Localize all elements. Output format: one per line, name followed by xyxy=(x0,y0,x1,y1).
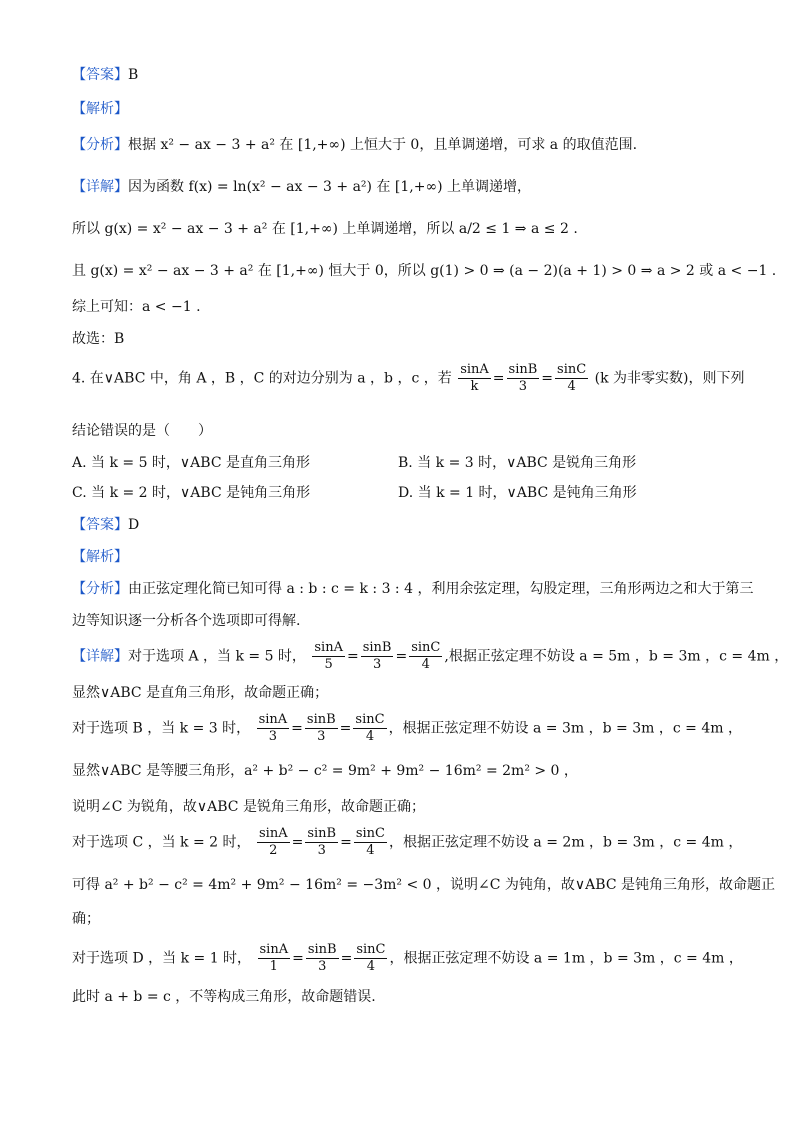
detail-text: ,根据正弦定理不妨设 a = 5m ，b = 3m ，c = 4m ， xyxy=(444,648,789,665)
question-4-stem-end: 结论错误的是（ ） xyxy=(72,423,212,439)
option-d: D. 当 k = 1 时，∨ABC 是钝角三角形 xyxy=(398,485,637,501)
frac-num: sinC xyxy=(411,640,441,655)
frac-num: sinB xyxy=(362,640,392,655)
answer-value: B xyxy=(128,67,139,83)
frac-num: sinA xyxy=(460,362,489,377)
fenxi-line-2: 边等知识逐一分析各个选项即可得解. xyxy=(72,613,301,629)
frac-num: sinC xyxy=(355,826,385,841)
frac-num: sinB xyxy=(306,712,336,727)
answer-line-q4 xyxy=(72,516,139,534)
frac-num: sinC xyxy=(355,712,385,727)
detail-line-3: 且 g(x) = x² − ax − 3 + a² 在 [1,+∞) 恒大于 0，所以 g(1) > 0 ⇒ (a − 2)(a + 1) > 0 ⇒ a > 2 或 a < −1 . xyxy=(72,263,777,279)
answer-line-q3 xyxy=(72,66,138,84)
fraction xyxy=(354,942,387,975)
detail-c-2: 可得 a² + b² − c² = 4m² + 9m² − 16m² = −3m² < 0 ，说明∠C 为钝角，故∨ABC 是钝角三角形，故命题正 xyxy=(72,877,775,893)
frac-den: 5 xyxy=(324,657,333,672)
stem-text: (k 为非零实数)，则下列 xyxy=(594,370,745,387)
frac-den: 3 xyxy=(268,729,278,744)
question-4-stem: 4. 在∨ABC 中，角 A ，B ，C 的对边分别为 a ，b ，c ，若 $\frac{\sin A}{k}$ = $\frac{\sin B}{3}$ = $\frac{\sin C}{4}$ (k 为非零实数)，则下列 xyxy=(72,362,745,394)
fraction xyxy=(409,640,442,673)
detail-b: 对于选项 B ，当 k = 3 时， $\frac{\sin A}{3}$ = $\frac{\sin B}{3}$ = $\frac{\sin C}{4}$ ，根据正弦定理不妨设 a = 3m ，b = 3m ，c = 4m ， xyxy=(72,712,742,744)
detail-c: 对于选项 C ，当 k = 2 时， $\frac{\sin A}{2}$ = $\frac{\sin B}{3}$ = $\frac{\sin C}{4}$ ，根据正弦定理不妨设 a = 2m ，b = 3m ，c = 4m ， xyxy=(72,826,743,858)
option-b: B. 当 k = 3 时，∨ABC 是锐角三角形 xyxy=(398,455,637,471)
detail-d-2: 此时 a + b = c ，不等构成三角形，故命题错误. xyxy=(72,989,376,1005)
frac-num: sinB xyxy=(307,826,337,841)
frac-den: 4 xyxy=(366,959,376,974)
fraction xyxy=(361,640,394,673)
frac-num: sinB xyxy=(508,362,538,377)
option-c: C. 当 k = 2 时，∨ABC 是钝角三角形 xyxy=(72,485,311,501)
frac-den: k xyxy=(470,379,479,394)
detail-text: 对于选项 D ，当 k = 1 时， xyxy=(72,950,252,967)
frac-num: sinA xyxy=(259,826,288,841)
fraction xyxy=(306,942,339,975)
frac-num: sinA xyxy=(259,942,289,957)
detail-text: ，根据正弦定理不妨设 a = 3m ，b = 3m ，c = 4m ， xyxy=(388,720,742,737)
detail-text: 对于选项 C ，当 k = 2 时， xyxy=(72,834,251,851)
fraction xyxy=(258,942,291,975)
fraction xyxy=(555,362,588,395)
frac-num: sinC xyxy=(557,362,587,377)
frac-den: 3 xyxy=(372,657,382,672)
answer-value: D xyxy=(128,517,140,533)
frac-den: 3 xyxy=(317,729,326,744)
fraction xyxy=(257,712,290,745)
detail-text: ，根据正弦定理不妨设 a = 1m ，b = 3m ，c = 4m ， xyxy=(389,950,743,967)
frac-num: sinA xyxy=(258,712,288,727)
frac-den: 3 xyxy=(318,959,327,974)
detail-text: 因为函数 f(x) = ln(x² − ax − 3 + a²) 在 [1,+∞) 上单调递增， xyxy=(128,179,532,195)
detail-a-2: 显然∨ABC 是直角三角形，故命题正确； xyxy=(72,685,329,701)
frac-den: 4 xyxy=(365,729,375,744)
detail-line-1 xyxy=(72,178,531,196)
frac-den: 1 xyxy=(269,959,278,974)
frac-den: 2 xyxy=(269,843,278,858)
detail-b-2: 显然∨ABC 是等腰三角形，a² + b² − c² = 9m² + 9m² − 16m² = 2m² > 0 ， xyxy=(72,763,578,779)
xiangjie-tag: 【详解】 xyxy=(72,648,128,665)
analysis-line xyxy=(72,136,637,154)
answer-tag: 【答案】 xyxy=(72,67,128,83)
xiangjie-tag: 【详解】 xyxy=(72,179,128,195)
frac-den: 3 xyxy=(518,379,528,394)
fenxi-text: 由正弦定理化简已知可得 a : b : c = k : 3 : 4 ，利用余弦定理，勾股定理，三角形两边之和大于第三 xyxy=(128,581,754,597)
frac-num: sinB xyxy=(307,942,337,957)
frac-den: 3 xyxy=(317,843,326,858)
detail-text: 对于选项 B ，当 k = 3 时， xyxy=(72,720,251,737)
stem-text: 4. 在∨ABC 中，角 A ，B ，C 的对边分别为 a ，b ，c ，若 xyxy=(72,370,452,387)
detail-line-2: 所以 g(x) = x² − ax − 3 + a² 在 [1,+∞) 上单调递增，所以 a/2 ≤ 1 ⇒ a ≤ 2 . xyxy=(72,221,578,237)
frac-num: sinA xyxy=(314,640,343,655)
fraction xyxy=(458,362,491,395)
choice-line: 故选：B xyxy=(72,331,125,347)
fraction xyxy=(354,826,387,859)
frac-den: 4 xyxy=(421,657,430,672)
detail-d: 对于选项 D ，当 k = 1 时， $\frac{\sin A}{1}$ = $\frac{\sin B}{3}$ = $\frac{\sin C}{4}$ ，根据正弦定理不妨设 a = 1m ，b = 3m ，c = 4m ， xyxy=(72,942,743,974)
fraction xyxy=(305,712,338,745)
fenxi-tag: 【分析】 xyxy=(72,581,128,597)
detail-text: ，根据正弦定理不妨设 a = 2m ，b = 3m ，c = 4m ， xyxy=(388,834,743,851)
frac-den: 4 xyxy=(366,843,375,858)
fenxi-tag: 【分析】 xyxy=(72,137,128,153)
fraction xyxy=(305,826,338,859)
option-a: A. 当 k = 5 时，∨ABC 是直角三角形 xyxy=(72,455,310,471)
analysis-heading: 【解析】 xyxy=(72,549,128,565)
fraction xyxy=(353,712,386,745)
fraction xyxy=(257,826,290,859)
detail-text: 对于选项 A ，当 k = 5 时， xyxy=(128,648,306,665)
fenxi-text: 根据 x² − ax − 3 + a² 在 [1,+∞) 上恒大于 0，且单调递增，可求 a 的取值范围. xyxy=(128,137,638,153)
analysis-heading: 【解析】 xyxy=(72,101,128,117)
answer-tag: 【答案】 xyxy=(72,517,128,533)
fraction xyxy=(312,640,345,673)
fraction xyxy=(507,362,540,395)
fenxi-line-1 xyxy=(72,580,753,598)
detail-b-3: 说明∠C 为锐角，故∨ABC 是锐角三角形，故命题正确； xyxy=(72,799,425,815)
detail-a: 【详解】对于选项 A ，当 k = 5 时， $\frac{\sin A}{5}$ = $\frac{\sin B}{3}$ = $\frac{\sin C}{4}$ ,根据正弦定理不妨设 a = 5m ，b = 3m ，c = 4m ， xyxy=(72,640,789,672)
frac-den: 4 xyxy=(567,379,576,394)
frac-num: sinC xyxy=(356,942,386,957)
conclusion-line: 综上可知：a < −1 . xyxy=(72,299,201,315)
detail-c-3: 确； xyxy=(72,911,100,927)
